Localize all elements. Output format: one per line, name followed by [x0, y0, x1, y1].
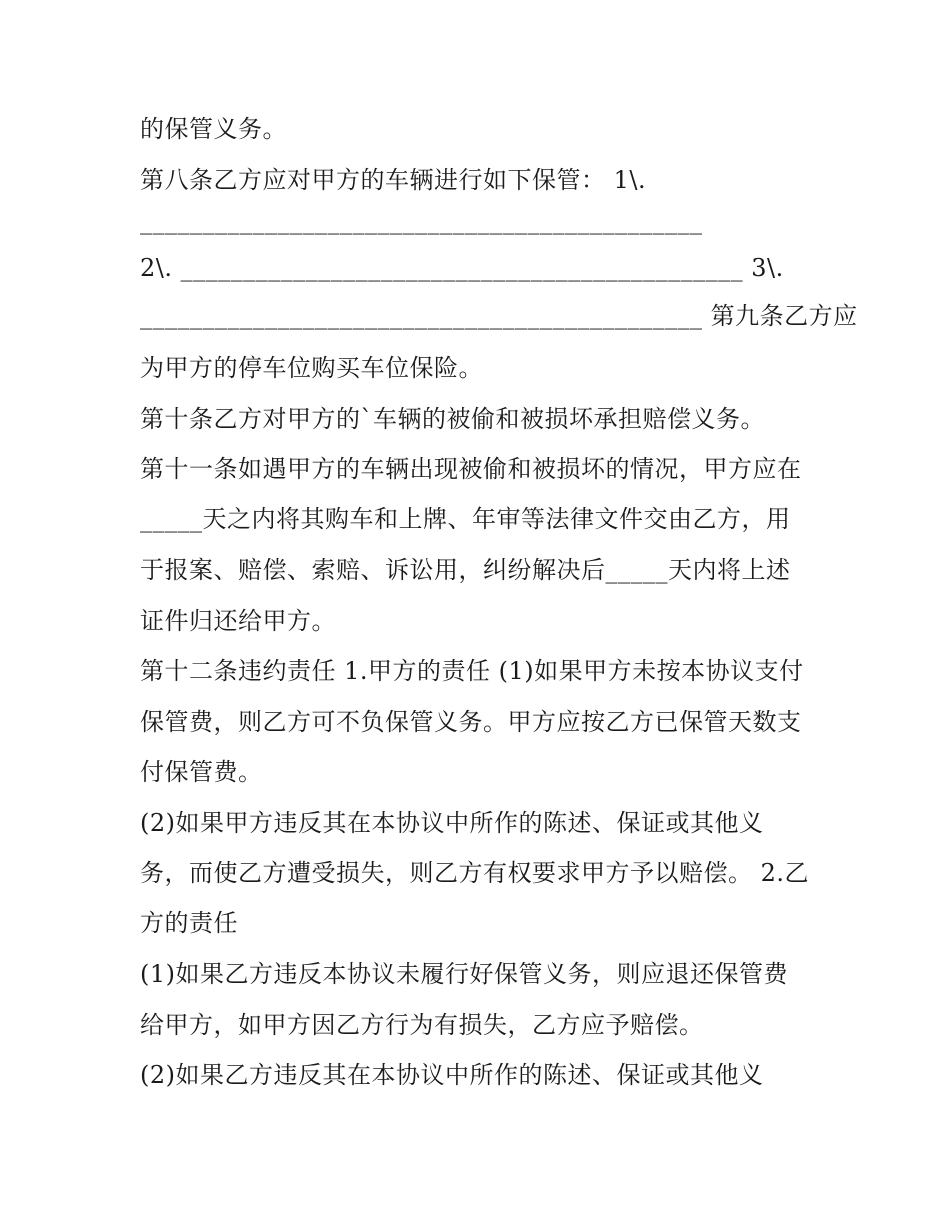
text-line: 方的责任 [140, 909, 238, 937]
text-line: 付保管费。 [140, 758, 263, 786]
text-line: 第十条乙方对甲方的`车辆的被偷和被损坏承担赔偿义务。 [140, 405, 765, 433]
text-line: (2)如果乙方违反其在本协议中所作的陈述、保证或其他义 [140, 1061, 764, 1089]
text-line: 第八条乙方应对甲方的车辆进行如下保管： 1\. [140, 166, 647, 194]
text-line: 第十一条如遇甲方的车辆出现被偷和被损坏的情况，甲方应在 [140, 455, 802, 483]
text-line: 于报案、赔偿、索赔、诉讼用，纠纷解决后_____天内将上述 [140, 556, 791, 584]
text-line: 的保管义务。 [140, 115, 287, 143]
text-line: (1)如果乙方违反本协议未履行好保管义务，则应退还保管费 [140, 960, 788, 988]
text-line: 第十二条违约责任 1.甲方的责任 (1)如果甲方未按本协议支付 [140, 657, 804, 685]
text-line: 为甲方的停车位购买车位保险。 [140, 354, 483, 382]
text-line: (2)如果甲方违反其在本协议中所作的陈述、保证或其他义 [140, 809, 764, 837]
text-line: _____________________________________________ 第九条乙方应 [140, 302, 858, 330]
text-line: 保管费，则乙方可不负保管义务。甲方应按乙方已保管天数支 [140, 708, 802, 736]
text-line: 2\. _____________________________________________ 3\. [140, 254, 784, 282]
blank-line: _____________________________________________ [140, 207, 703, 235]
text-line: 务，而使乙方遭受损失，则乙方有权要求甲方予以赔偿。 2.乙 [140, 859, 810, 887]
text-line: _____天之内将其购车和上牌、年审等法律文件交由乙方，用 [140, 505, 791, 533]
text-line: 证件归还给甲方。 [140, 607, 336, 635]
text-line: 给甲方，如甲方因乙方行为有损失，乙方应予赔偿。 [140, 1011, 704, 1039]
